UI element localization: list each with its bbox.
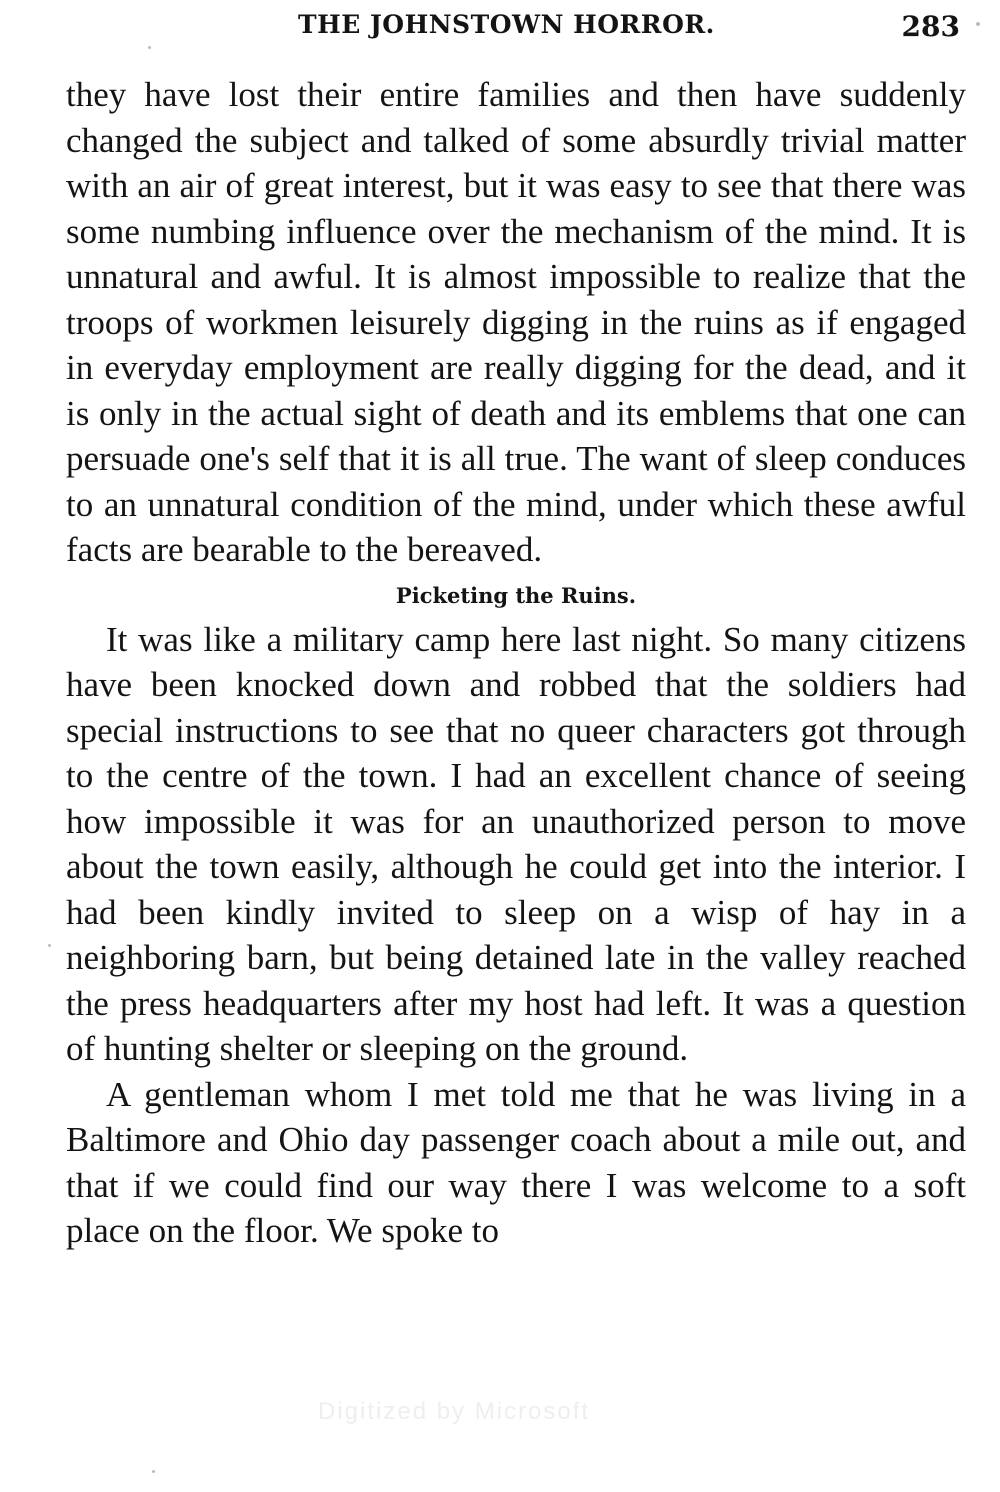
page-header — [0, 8, 1000, 48]
running-head: THE JOHNSTOWN HORROR. — [298, 10, 715, 39]
body-text — [66, 72, 966, 1254]
paragraph: A gentleman whom I met told me that he was living in a Baltimore and Ohio day passenger coach about a mile out, and that if we could find our way there I was welcome to a soft place on the floor. We spoke to — [66, 1074, 966, 1250]
paragraph: they have lost their entire families and then have suddenly changed the subject and talked of some absurdly trivial matter with an air of great interest, but it was easy to see that there was some numbing influence over the mechanism of the mind. It is unnatural and awful. It is almost impossible to realize that the troops of workmen leisurely digging in the ruins as if engaged in everyday employment are really digging for the dead, and it is only in the actual sight of death and its emblems that one can persuade one's self that it is all true. The want of sleep conduces to an unnatural condition of the mind, under which these awful facts are bearable to the bereaved. — [66, 75, 966, 569]
section-heading: Picketing the Ruins. — [395, 582, 637, 608]
scan-speck — [152, 1470, 155, 1473]
paragraph: It was like a military camp here last night. So many citizens have been knocked down and robbed that the soldiers had special instructions to see that no queer characters got through to the centre of the town. I had an excellent chance of seeing how impossible it was for an unauthorized person to move about the town easily, although he could get into the interior. I had been kindly invited to sleep on a wisp of hay in a neighboring barn, but being detained late in the valley reached the press headquarters after my host had left. It was a question of hunting shelter or sleeping on the ground. — [66, 619, 966, 1068]
watermark: Digitized by Microsoft — [318, 1398, 591, 1425]
scan-speck — [48, 944, 51, 947]
scan-speck — [976, 22, 980, 26]
page-number: 283 — [901, 10, 960, 43]
scan-speck — [148, 46, 151, 49]
